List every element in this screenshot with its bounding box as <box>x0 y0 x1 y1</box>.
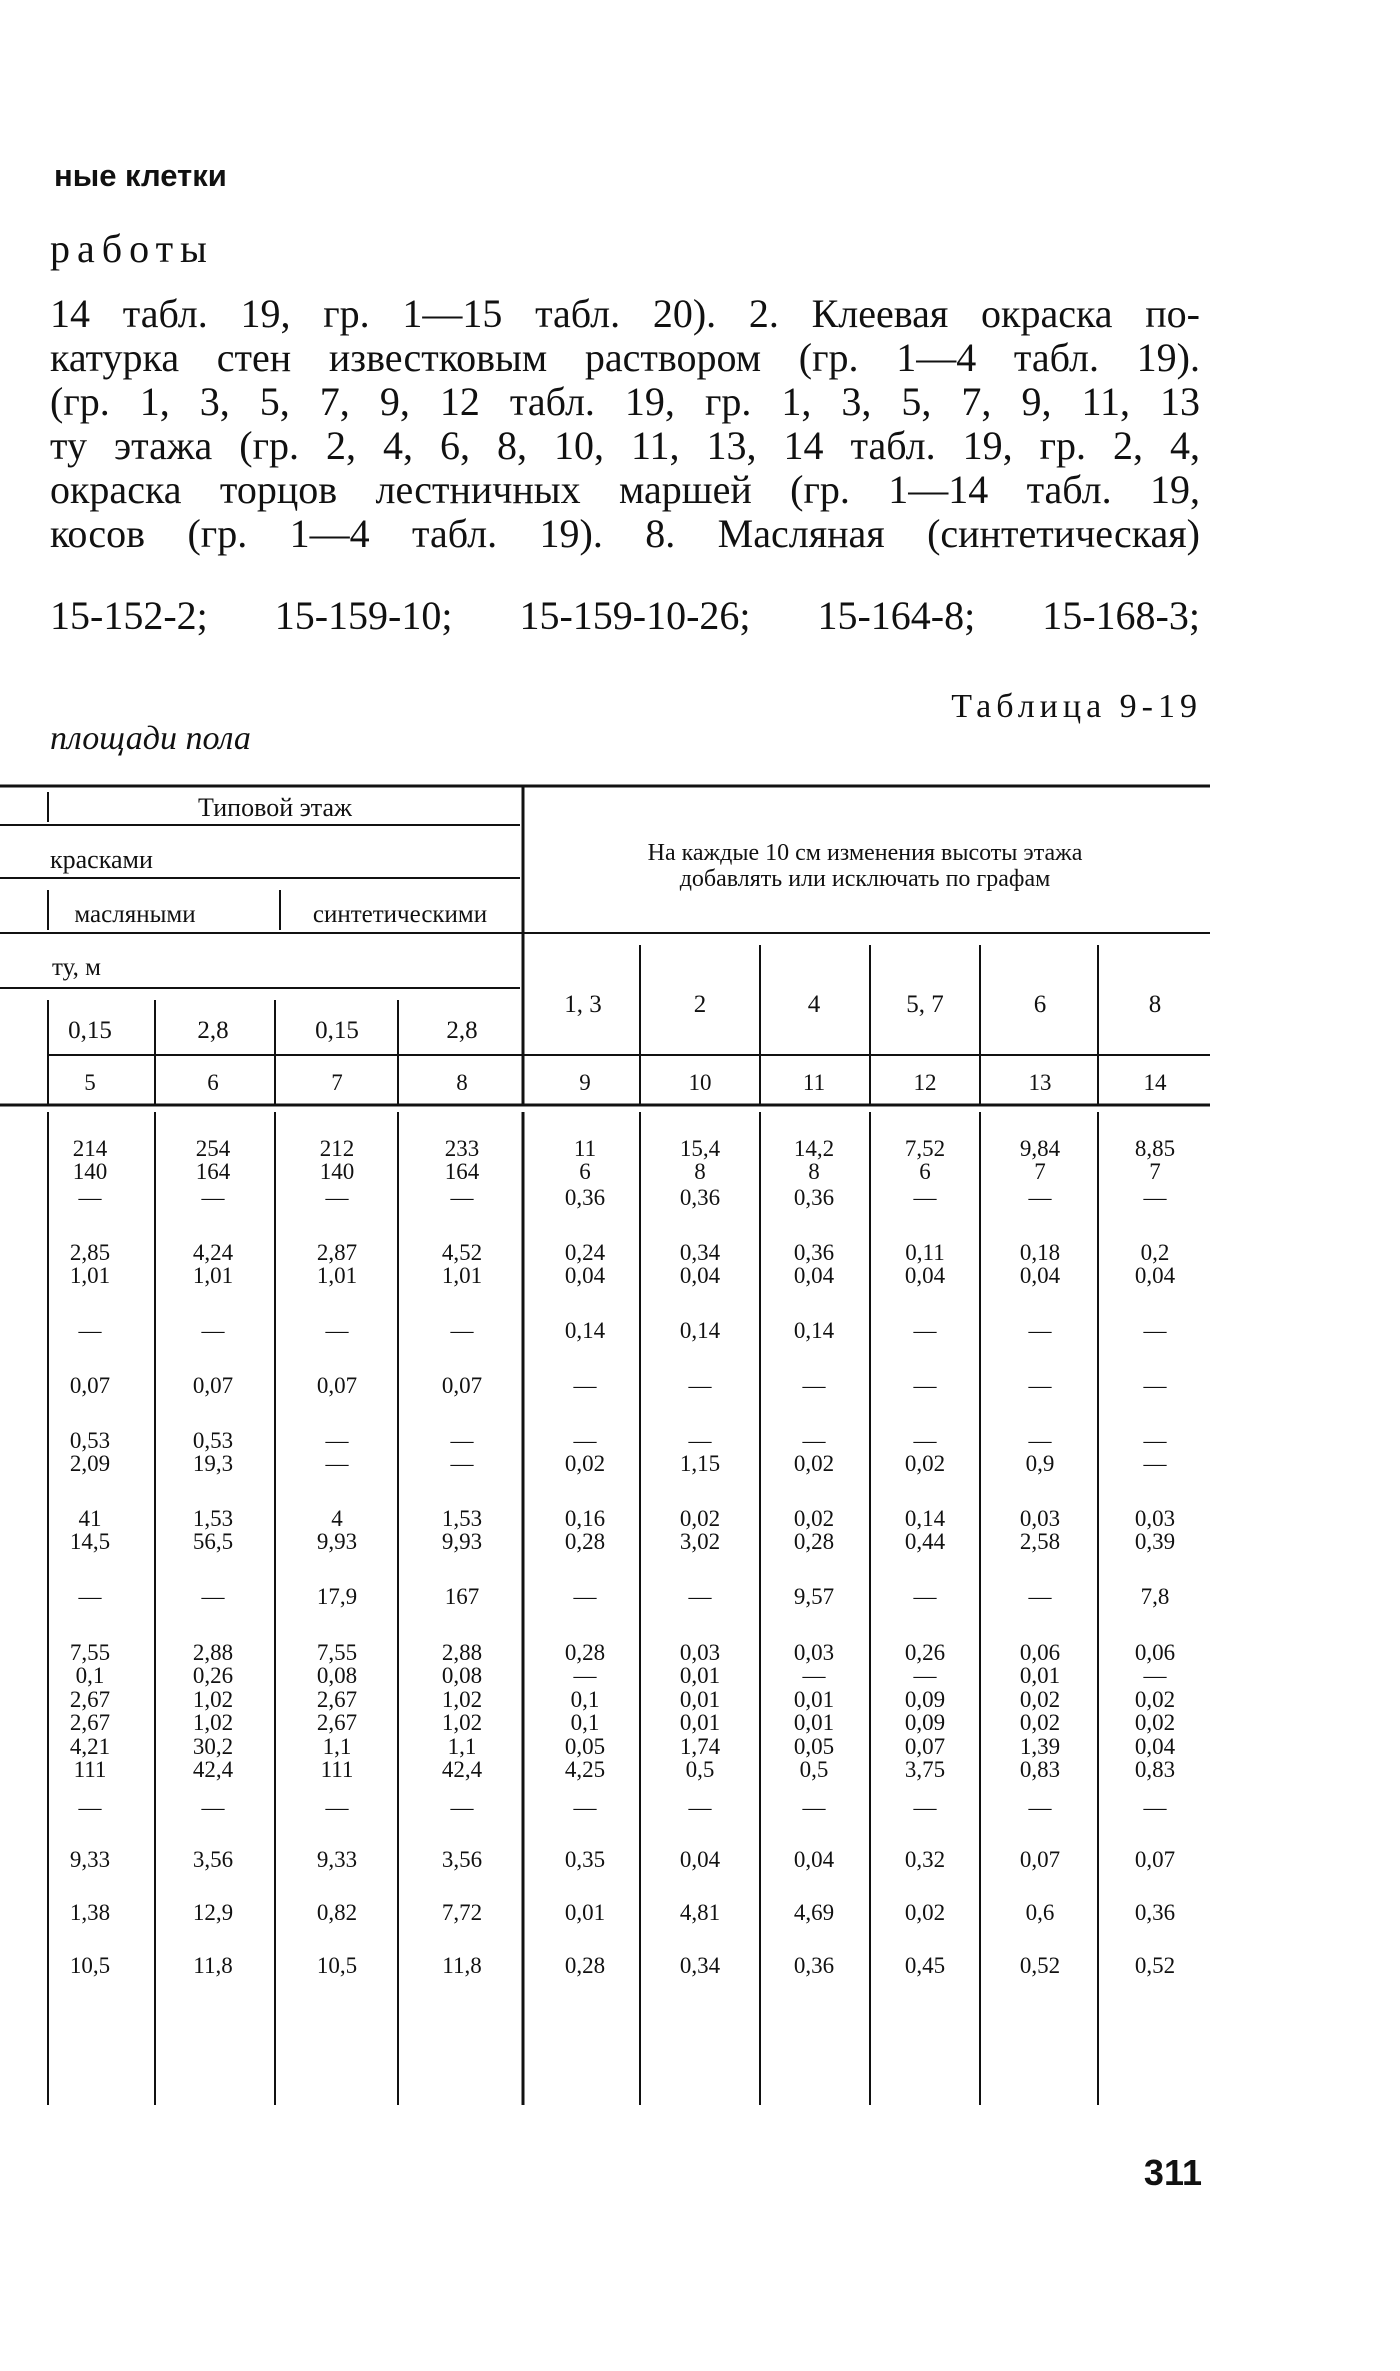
header-fragment: ные клетки <box>54 158 227 193</box>
table-cell: 0,14 <box>564 1318 606 1343</box>
table-cell: 164 <box>195 1159 231 1184</box>
table-cell: 4,52 <box>441 1240 483 1265</box>
reference-code: 15-164-8; <box>817 593 976 638</box>
table-cell: 0,05 <box>793 1734 835 1759</box>
table-cell: 7,55 <box>69 1640 111 1665</box>
table-cell: 2,67 <box>316 1710 358 1735</box>
table-cell: 19,3 <box>192 1451 234 1476</box>
table-cell: 0,04 <box>1019 1263 1061 1288</box>
table-cell: 0,01 <box>679 1663 721 1688</box>
head-oil: масляными <box>74 901 196 928</box>
table-cell: — <box>802 1795 826 1820</box>
head-graf-label: 6 <box>1033 991 1047 1018</box>
table-cell: 10,5 <box>69 1953 111 1978</box>
table-cell: 0,53 <box>192 1428 234 1453</box>
column-number: 8 <box>456 1070 468 1095</box>
table-cell: 0,04 <box>679 1847 721 1872</box>
table-cell: 2,67 <box>69 1710 111 1735</box>
table-cell: — <box>325 1185 349 1210</box>
column-number: 12 <box>913 1070 937 1095</box>
table-cell: — <box>913 1373 937 1398</box>
table-cell: 8,85 <box>1134 1136 1176 1161</box>
column-number: 6 <box>207 1070 219 1095</box>
table-cell: 0,36 <box>793 1185 835 1210</box>
table-cell: 4,25 <box>564 1757 606 1782</box>
table-cell: — <box>78 1185 102 1210</box>
table-cell: — <box>913 1318 937 1343</box>
table-cell: 15,4 <box>679 1136 721 1161</box>
table-cell: — <box>913 1584 937 1609</box>
column-number: 5 <box>84 1070 96 1095</box>
table-title: Таблица 9-19 <box>951 688 1202 725</box>
table-cell: — <box>450 1318 474 1343</box>
table-cell: 7 <box>1034 1159 1046 1184</box>
table-cell: — <box>913 1428 937 1453</box>
section-word: работы <box>50 226 214 271</box>
table-cell: 1,1 <box>322 1734 352 1759</box>
head-sub-value: 0,15 <box>68 1017 112 1044</box>
table-cell: 0,39 <box>1134 1529 1176 1554</box>
paragraph-line: окраска торцов лестничных маршей (гр. 1—14 табл. 19, <box>50 467 1200 512</box>
table-cell: 0,32 <box>904 1847 946 1872</box>
table-cell: 4,69 <box>793 1900 835 1925</box>
table-cell: 2,67 <box>69 1687 111 1712</box>
table-cell: 9,33 <box>69 1847 111 1872</box>
table-cell: 0,14 <box>793 1318 835 1343</box>
paragraph-line: ту этажа (гр. 2, 4, 6, 8, 10, 11, 13, 14 табл. 19, гр. 2, 4, <box>50 423 1200 468</box>
table-cell: 1,53 <box>441 1506 483 1531</box>
data-table <box>0 760 1400 2120</box>
table-cell: 0,11 <box>905 1240 945 1265</box>
table-cell: 0,28 <box>564 1640 606 1665</box>
table-cell: — <box>1028 1185 1052 1210</box>
head-note: добавлять или исключать по графам <box>679 866 1051 892</box>
table-cell: — <box>1028 1428 1052 1453</box>
table-cell: — <box>450 1451 474 1476</box>
table-cell: 0,6 <box>1025 1900 1055 1925</box>
table-cell: 2,88 <box>441 1640 483 1665</box>
table-cell: 4,24 <box>192 1240 234 1265</box>
column-number: 7 <box>331 1070 343 1095</box>
table-cell: 0,52 <box>1019 1953 1061 1978</box>
table-cell: 56,5 <box>192 1529 234 1554</box>
page-number: 311 <box>1143 2152 1202 2193</box>
table-cell: — <box>1143 1663 1167 1688</box>
table-cell: — <box>1143 1451 1167 1476</box>
table-cell: 6 <box>919 1159 931 1184</box>
head-graf-label: 1, 3 <box>564 991 602 1018</box>
table-cell: — <box>450 1185 474 1210</box>
reference-codes <box>50 592 1200 639</box>
reference-code: 15-159-10; <box>274 593 453 638</box>
table-cell: — <box>78 1795 102 1820</box>
table-cell: — <box>325 1795 349 1820</box>
table-cell: 2,09 <box>69 1451 111 1476</box>
head-unit: ту, м <box>52 954 101 981</box>
table-cell: — <box>1143 1318 1167 1343</box>
table-cell: — <box>688 1373 712 1398</box>
table-cell: 7,52 <box>904 1136 946 1161</box>
table-cell: 7 <box>1149 1159 1161 1184</box>
table-cell: 0,36 <box>793 1953 835 1978</box>
head-note: На каждые 10 см изменения высоты этажа <box>647 840 1083 866</box>
table-cell: 0,06 <box>1019 1640 1061 1665</box>
column-number: 10 <box>688 1070 712 1095</box>
table-cell: 42,4 <box>192 1757 234 1782</box>
table-cell: 14,2 <box>793 1136 835 1161</box>
table-cell: 0,04 <box>793 1263 835 1288</box>
table-cell: — <box>802 1373 826 1398</box>
column-number: 11 <box>802 1070 826 1095</box>
table-cell: 167 <box>444 1584 480 1609</box>
table-cell: 0,34 <box>679 1953 721 1978</box>
table-cell: 0,01 <box>679 1687 721 1712</box>
table-cell: 0,02 <box>1134 1687 1176 1712</box>
table-cell: 0,04 <box>1134 1263 1176 1288</box>
table-cell: 0,06 <box>1134 1640 1176 1665</box>
table-cell: 0,04 <box>904 1263 946 1288</box>
table-cell: 8 <box>694 1159 706 1184</box>
table-cell: 1,74 <box>679 1734 721 1759</box>
table-cell: — <box>78 1318 102 1343</box>
table-cell: 214 <box>72 1136 108 1161</box>
table-cell: 3,02 <box>679 1529 721 1554</box>
table-cell: 0,34 <box>679 1240 721 1265</box>
table-cell: 4,81 <box>679 1900 721 1925</box>
table-cell: 0,03 <box>1019 1506 1061 1531</box>
table-cell: 1,02 <box>441 1710 483 1735</box>
table-cell: 0,01 <box>679 1710 721 1735</box>
table-cell: 3,75 <box>904 1757 946 1782</box>
table-cell: 0,9 <box>1025 1451 1055 1476</box>
table-cell: 0,03 <box>793 1640 835 1665</box>
table-cell: 1,39 <box>1019 1734 1061 1759</box>
table-cell: 0,36 <box>1134 1900 1176 1925</box>
table-cell: — <box>688 1428 712 1453</box>
table-cell: 7,55 <box>316 1640 358 1665</box>
paragraph-line: косов (гр. 1—4 табл. 19). 8. Масляная (синтетическая) <box>50 511 1200 556</box>
table-cell: 0,02 <box>1019 1687 1061 1712</box>
table-cell: — <box>201 1795 225 1820</box>
table-cell: 0,04 <box>793 1847 835 1872</box>
table-cell: — <box>688 1795 712 1820</box>
table-cell: 0,1 <box>570 1710 600 1735</box>
table-cell: 0,01 <box>793 1710 835 1735</box>
table-cell: 0,03 <box>679 1640 721 1665</box>
table-cell: 0,28 <box>564 1953 606 1978</box>
table-cell: — <box>1028 1795 1052 1820</box>
table-cell: 0,44 <box>904 1529 946 1554</box>
table-cell: 9,84 <box>1019 1136 1061 1161</box>
table-cell: 0,2 <box>1140 1240 1170 1265</box>
table-cell: 12,9 <box>192 1900 234 1925</box>
table-cell: 17,9 <box>316 1584 358 1609</box>
table-cell: 11 <box>573 1136 597 1161</box>
table-cell: — <box>1143 1373 1167 1398</box>
table-cell: 0,05 <box>564 1734 606 1759</box>
table-cell: — <box>802 1663 826 1688</box>
table-cell: 0,26 <box>192 1663 234 1688</box>
table-cell: 0,07 <box>1134 1847 1176 1872</box>
table-cell: 0,07 <box>69 1373 111 1398</box>
table-cell: 9,33 <box>316 1847 358 1872</box>
column-number: 9 <box>579 1070 591 1095</box>
table-cell: — <box>1143 1185 1167 1210</box>
head-sub-value: 2,8 <box>197 1017 229 1044</box>
table-cell: 1,01 <box>192 1263 234 1288</box>
table-cell: 1,02 <box>192 1710 234 1735</box>
table-cell: — <box>1143 1428 1167 1453</box>
table-cell: — <box>325 1451 349 1476</box>
head-sub-value: 0,15 <box>315 1017 359 1044</box>
table-cell: — <box>573 1373 597 1398</box>
table-cell: — <box>573 1663 597 1688</box>
table-cell: 0,83 <box>1134 1757 1176 1782</box>
table-cell: 0,28 <box>793 1529 835 1554</box>
table-cell: 0,09 <box>904 1687 946 1712</box>
table-cell: 0,02 <box>904 1900 946 1925</box>
head-synthetic: синтетическими <box>312 901 488 928</box>
table-cell: — <box>201 1584 225 1609</box>
table-cell: 11,8 <box>193 1953 233 1978</box>
table-cell: — <box>201 1185 225 1210</box>
table-cell: — <box>201 1318 225 1343</box>
table-cell: 140 <box>72 1159 108 1184</box>
table-cell: — <box>913 1663 937 1688</box>
table-cell: — <box>325 1318 349 1343</box>
head-graf-label: 8 <box>1148 991 1162 1018</box>
table-cell: 0,18 <box>1019 1240 1061 1265</box>
paragraph-line: (гр. 1, 3, 5, 7, 9, 12 табл. 19, гр. 1, 3, 5, 7, 9, 11, 13 <box>50 379 1200 424</box>
table-cell: 0,14 <box>904 1506 946 1531</box>
table-cell: 0,02 <box>1134 1710 1176 1735</box>
table-cell: 1,53 <box>192 1506 234 1531</box>
table-cell: 0,1 <box>75 1663 105 1688</box>
table-cell: 0,02 <box>793 1506 835 1531</box>
table-cell: 0,04 <box>1134 1734 1176 1759</box>
table-cell: 254 <box>195 1136 231 1161</box>
table-cell: 6 <box>579 1159 591 1184</box>
column-number: 13 <box>1028 1070 1052 1095</box>
paragraph-line: катурка стен известковым раствором (гр. 1—4 табл. 19). <box>50 335 1200 380</box>
table-cell: 0,02 <box>679 1506 721 1531</box>
table-cell: 30,2 <box>192 1734 234 1759</box>
table-cell: — <box>913 1185 937 1210</box>
table-cell: — <box>1028 1318 1052 1343</box>
table-cell: 0,36 <box>679 1185 721 1210</box>
table-cell: 111 <box>73 1757 107 1782</box>
table-cell: 0,07 <box>192 1373 234 1398</box>
table-cell: — <box>78 1584 102 1609</box>
table-cell: 140 <box>319 1159 355 1184</box>
table-cell: — <box>573 1795 597 1820</box>
table-cell: 111 <box>320 1757 354 1782</box>
table-cell: 1,1 <box>447 1734 477 1759</box>
table-cell: 41 <box>78 1506 102 1531</box>
table-cell: 11,8 <box>442 1953 482 1978</box>
table-cell: 0,01 <box>564 1900 606 1925</box>
table-cell: 0,02 <box>793 1451 835 1476</box>
table-subtitle: площади пола <box>50 720 251 757</box>
table-cell: 8 <box>808 1159 820 1184</box>
table-cell: 0,16 <box>564 1506 606 1531</box>
table-cell: 0,02 <box>1019 1710 1061 1735</box>
table-cell: 1,02 <box>192 1687 234 1712</box>
table-cell: — <box>1028 1373 1052 1398</box>
table-cell: 0,08 <box>441 1663 483 1688</box>
table-cell: 0,26 <box>904 1640 946 1665</box>
table-cell: 2,67 <box>316 1687 358 1712</box>
table-cell: 164 <box>444 1159 480 1184</box>
table-cell: 0,5 <box>799 1757 829 1782</box>
table-cell: 1,02 <box>441 1687 483 1712</box>
table-cell: 9,93 <box>441 1529 483 1554</box>
table-cell: 0,09 <box>904 1710 946 1735</box>
table-cell: — <box>450 1428 474 1453</box>
table-cell: 4 <box>331 1506 343 1531</box>
table-cell: 4,21 <box>69 1734 111 1759</box>
table-cell: 7,8 <box>1140 1584 1170 1609</box>
table-cell: 3,56 <box>441 1847 483 1872</box>
table-cell: 14,5 <box>69 1529 111 1554</box>
table-cell: 0,01 <box>1019 1663 1061 1688</box>
table-cell: 0,83 <box>1019 1757 1061 1782</box>
table-cell: 0,02 <box>904 1451 946 1476</box>
table-cell: 2,58 <box>1019 1529 1061 1554</box>
table-cell: — <box>450 1795 474 1820</box>
table-cell: 0,07 <box>316 1373 358 1398</box>
table-cell: 0,07 <box>1019 1847 1061 1872</box>
table-cell: 0,08 <box>316 1663 358 1688</box>
head-graf-label: 2 <box>693 991 707 1018</box>
table-cell: 1,01 <box>316 1263 358 1288</box>
table-cell: — <box>573 1428 597 1453</box>
table-cell: 233 <box>444 1136 480 1161</box>
reference-code: 15-168-3; <box>1042 593 1200 638</box>
table-cell: 42,4 <box>441 1757 483 1782</box>
table-cell: 7,72 <box>441 1900 483 1925</box>
table-cell: 0,28 <box>564 1529 606 1554</box>
table-cell: 0,5 <box>685 1757 715 1782</box>
table-cell: 10,5 <box>316 1953 358 1978</box>
paragraph <box>50 292 1200 556</box>
table-cell: 0,24 <box>564 1240 606 1265</box>
table-cell: 0,53 <box>69 1428 111 1453</box>
table-cell: 0,02 <box>564 1451 606 1476</box>
column-number: 14 <box>1143 1070 1167 1095</box>
table-cell: 0,14 <box>679 1318 721 1343</box>
table-cell: 0,07 <box>904 1734 946 1759</box>
table-cell: — <box>802 1428 826 1453</box>
table-cell: 0,04 <box>564 1263 606 1288</box>
head-paints: красками <box>50 845 153 874</box>
reference-code: 15-159-10-26; <box>519 593 751 638</box>
reference-code: 15-152-2; <box>50 593 208 638</box>
table-cell: 0,07 <box>441 1373 483 1398</box>
table-cell: 0,36 <box>793 1240 835 1265</box>
table-cell: — <box>1028 1584 1052 1609</box>
table-cell: 1,38 <box>69 1900 111 1925</box>
table-cell: — <box>325 1428 349 1453</box>
table-cell: 0,45 <box>904 1953 946 1978</box>
table-cell: 0,01 <box>793 1687 835 1712</box>
head-typical-floor: Типовой этаж <box>198 793 352 822</box>
head-sub-value: 2,8 <box>446 1017 478 1044</box>
table-cell: — <box>1143 1795 1167 1820</box>
table-cell: 0,1 <box>570 1687 600 1712</box>
table-cell: 9,57 <box>793 1584 835 1609</box>
table-cell: 0,52 <box>1134 1953 1176 1978</box>
table-cell: 212 <box>319 1136 355 1161</box>
table-cell: 0,03 <box>1134 1506 1176 1531</box>
table-cell: — <box>688 1584 712 1609</box>
table-cell: — <box>573 1584 597 1609</box>
table-cell: 0,82 <box>316 1900 358 1925</box>
table-cell: 0,35 <box>564 1847 606 1872</box>
table-cell: 0,36 <box>564 1185 606 1210</box>
table-cell: 9,93 <box>316 1529 358 1554</box>
table-cell: 1,01 <box>441 1263 483 1288</box>
table-cell: 2,88 <box>192 1640 234 1665</box>
table-cell: 3,56 <box>192 1847 234 1872</box>
head-graf-label: 4 <box>807 991 821 1018</box>
table-cell: 1,01 <box>69 1263 111 1288</box>
table-cell: 1,15 <box>679 1451 721 1476</box>
table-cell: 2,85 <box>69 1240 111 1265</box>
table-cell: — <box>913 1795 937 1820</box>
head-graf-label: 5, 7 <box>906 991 944 1018</box>
table-cell: 2,87 <box>316 1240 358 1265</box>
table-cell: 0,04 <box>679 1263 721 1288</box>
paragraph-line: 14 табл. 19, гр. 1—15 табл. 20). 2. Клеевая окраска по- <box>50 291 1200 336</box>
